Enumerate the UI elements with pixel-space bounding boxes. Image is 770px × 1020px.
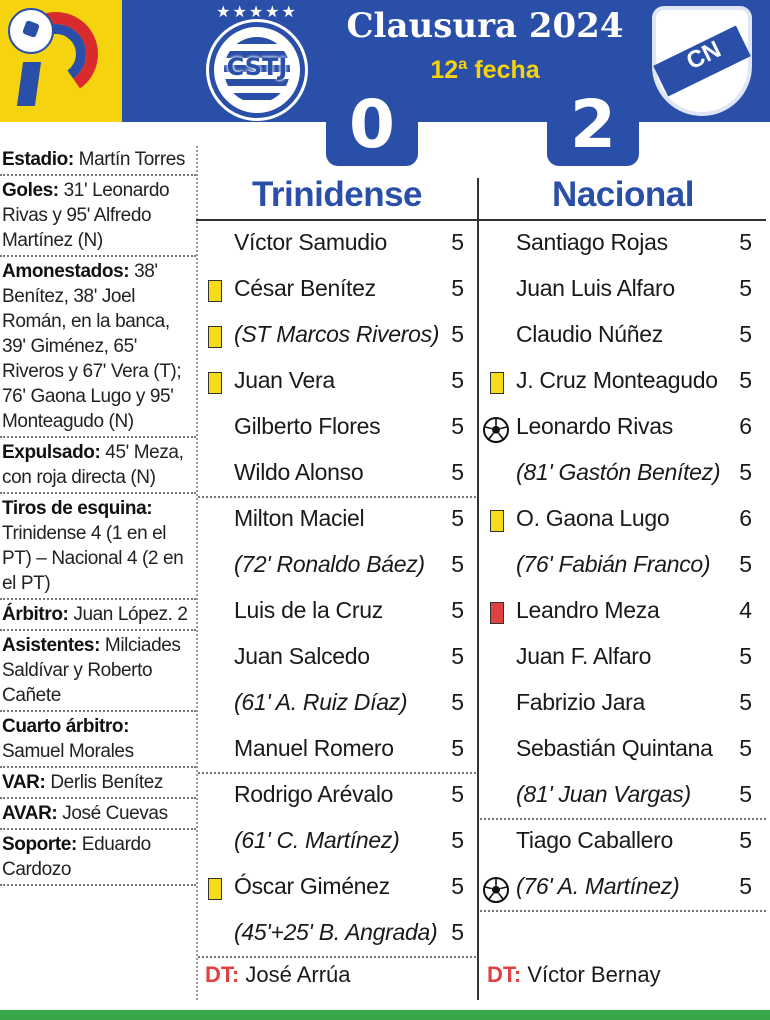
player-row [480,590,766,636]
player-row [198,544,476,590]
info-value: Trinidense 4 (1 en el PT) – Nacional 4 (2 en el PT) [2,523,184,594]
player-row [480,452,766,498]
player-row [480,314,766,360]
info-label: VAR: [2,772,46,793]
coach-label: DT: [205,962,240,987]
player-name: Tiago Caballero [516,827,674,853]
player-rating: 5 [451,781,464,807]
player-rating: 5 [739,459,752,485]
divider [196,219,766,221]
player-row [198,912,476,958]
info-item [0,438,196,494]
stars-icon: ★★★★★ [216,4,298,21]
player-row [198,682,476,728]
player-row [198,360,476,406]
player-rating: 5 [451,551,464,577]
yellow-card-icon [208,280,222,302]
info-label: Soporte: [2,834,77,855]
player-rating: 5 [451,275,464,301]
player-rating: 5 [451,597,464,623]
info-value: Martín Torres [78,149,186,170]
divider [477,178,479,1000]
player-row [480,728,766,774]
coach-name: Víctor Bernay [527,962,661,987]
player-rating: 5 [451,459,464,485]
player-row [198,452,476,498]
player-row [198,406,476,452]
yellow-card-icon [490,372,504,394]
player-name: César Benítez [234,275,376,301]
player-row [198,314,476,360]
coach-label: DT: [487,962,522,987]
player-row [480,498,766,544]
info-label: Árbitro: [2,604,69,625]
away-coach [487,962,661,988]
round-label: 12ª fecha [430,56,540,84]
info-item [0,145,196,176]
info-label: Asistentes: [2,635,101,656]
info-label: Estadio: [2,149,74,170]
away-team-name: Nacional [552,175,694,214]
substitute-name: (61' A. Ruiz Díaz) [234,689,408,715]
player-name: Wildo Alonso [234,459,364,485]
footer-bar [0,1010,770,1020]
player-name: O. Gaona Lugo [516,505,670,531]
player-rating: 5 [739,735,752,761]
player-name: Rodrigo Arévalo [234,781,394,807]
player-row [198,866,476,912]
player-rating: 5 [451,413,464,439]
player-row [480,682,766,728]
match-info [0,145,196,886]
player-row [480,268,766,314]
player-rating: 5 [739,321,752,347]
player-rating: 5 [451,919,464,945]
info-item [0,830,196,886]
info-value: Milciades Saldívar y Roberto Cañete [2,635,181,706]
player-name: Leandro Meza [516,597,660,623]
player-name: Víctor Samudio [234,229,388,255]
away-crest-monogram: CN [682,35,726,76]
publisher-logo [0,0,122,122]
info-value: Samuel Morales [2,741,134,762]
player-name: Santiago Rojas [516,229,668,255]
player-name: Fabrizio Jara [516,689,646,715]
substitute-name: (61' C. Martínez) [234,827,400,853]
tournament-title: Clausura 2024 [346,6,624,46]
player-row [480,360,766,406]
info-item [0,712,196,768]
info-item [0,768,196,799]
info-item [0,799,196,830]
player-name: Manuel Romero [234,735,394,761]
player-row [198,820,476,866]
player-row [480,544,766,590]
player-rating: 6 [739,413,752,439]
player-rating: 5 [451,505,464,531]
player-row [198,498,476,544]
player-row [480,636,766,682]
home-crest-monogram: CSTJ [226,53,288,81]
substitute-name: (ST Marcos Riveros) [234,321,440,347]
player-name: Gilberto Flores [234,413,381,439]
substitute-name: (81' Juan Vargas) [516,781,691,807]
player-name: Luis de la Cruz [234,597,383,623]
player-rating: 5 [739,275,752,301]
away-score: 2 [547,92,639,166]
away-crest [650,4,754,120]
player-rating: 5 [739,873,752,899]
player-rating: 5 [451,321,464,347]
player-rating: 5 [451,367,464,393]
home-crest [205,2,309,120]
player-row [480,820,766,866]
player-row [198,268,476,314]
player-rating: 5 [739,781,752,807]
player-row [198,590,476,636]
player-name: Milton Maciel [234,505,365,531]
home-coach [205,962,351,988]
substitute-name: (76' Fabián Franco) [516,551,711,577]
red-card-icon [490,602,504,624]
info-value: Derlis Benítez [50,772,163,793]
substitute-name: (76' A. Martínez) [516,873,680,899]
player-name: J. Cruz Monteagudo [516,367,718,393]
info-value: 45' Meza, con roja directa (N) [2,442,184,488]
player-name: Juan Luis Alfaro [516,275,675,301]
info-label: AVAR: [2,803,58,824]
player-rating: 6 [739,505,752,531]
info-value: Eduardo Cardozo [2,834,151,880]
info-item [0,257,196,438]
yellow-card-icon [208,326,222,348]
player-rating: 5 [739,229,752,255]
info-label: Tiros de esquina: [2,498,153,519]
player-name: Leonardo Rivas [516,413,673,439]
player-rating: 5 [451,689,464,715]
player-rating: 5 [739,827,752,853]
home-lineup [198,222,476,958]
goal-ball-icon [482,416,510,444]
player-row [198,774,476,820]
info-label: Expulsado: [2,442,101,463]
substitute-name: (81' Gastón Benítez) [516,459,721,485]
player-name: Juan Vera [234,367,335,393]
substitute-name: (72' Ronaldo Báez) [234,551,425,577]
player-rating: 5 [451,735,464,761]
info-label: Goles: [2,180,59,201]
player-row [198,728,476,774]
player-row [480,774,766,820]
player-rating: 5 [739,367,752,393]
player-row [480,406,766,452]
info-value: 31' Leonardo Rivas y 95' Alfredo Martínez (N) [2,180,170,251]
player-row [480,866,766,912]
player-rating: 5 [451,873,464,899]
info-label: Cuarto árbitro: [2,716,130,737]
player-rating: 5 [451,827,464,853]
goal-ball-icon [482,876,510,904]
info-value: José Cuevas [62,803,168,824]
player-name: Óscar Giménez [234,873,390,899]
yellow-card-icon [490,510,504,532]
player-rating: 4 [739,597,752,623]
info-value: 38' Benítez, 38' Joel Román, en la banca, 39' Giménez, 65' Riveros y 67' Vera (T); 76' Gaona Lugo y 95' Monteagudo (N) [2,261,182,432]
info-item [0,494,196,600]
player-rating: 5 [451,229,464,255]
player-name: Juan Salcedo [234,643,370,669]
player-rating: 5 [451,643,464,669]
player-row [198,636,476,682]
info-label: Amonestados: [2,261,130,282]
away-lineup [480,222,766,912]
player-row [198,222,476,268]
player-row [480,222,766,268]
info-item [0,631,196,712]
yellow-card-icon [208,878,222,900]
info-item [0,176,196,257]
info-value: Juan López. 2 [73,604,188,625]
player-rating: 5 [739,551,752,577]
info-item [0,600,196,631]
player-name: Juan F. Alfaro [516,643,652,669]
home-score: 0 [326,92,418,166]
player-rating: 5 [739,689,752,715]
player-rating: 5 [739,643,752,669]
player-name: Sebastián Quintana [516,735,713,761]
home-team-name: Trinidense [251,175,423,214]
coach-name: José Arrúa [245,962,351,987]
player-name: Claudio Núñez [516,321,663,347]
substitute-name: (45'+25' B. Angrada) [234,919,438,945]
yellow-card-icon [208,372,222,394]
